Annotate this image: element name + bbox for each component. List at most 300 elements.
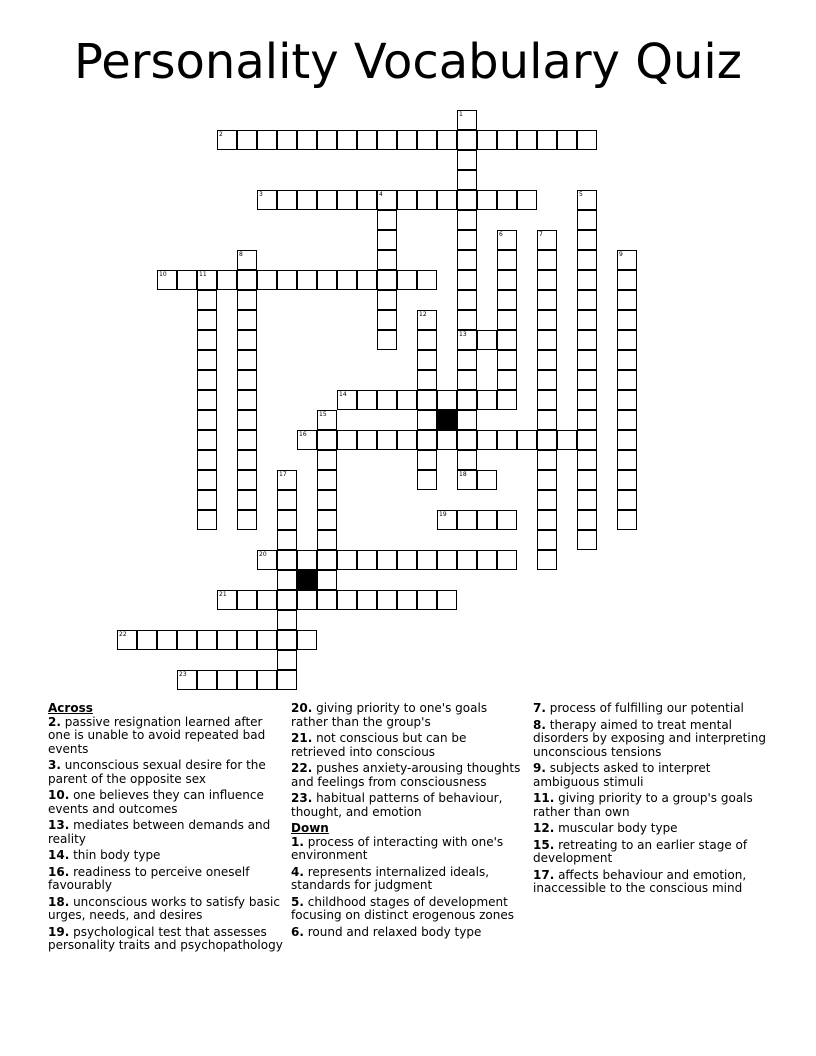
grid-cell[interactable] bbox=[197, 670, 217, 690]
grid-cell[interactable] bbox=[377, 210, 397, 230]
grid-black-cell bbox=[297, 570, 317, 590]
grid-cell[interactable] bbox=[337, 270, 357, 290]
clue-text: therapy aimed to treat mental disorders by exposing and interpreting unconscious tensions bbox=[533, 717, 766, 759]
grid-cell[interactable] bbox=[477, 190, 497, 210]
grid-cell[interactable] bbox=[497, 330, 517, 350]
grid-cell[interactable] bbox=[197, 390, 217, 410]
grid-cell[interactable] bbox=[357, 430, 377, 450]
grid-cell[interactable] bbox=[377, 230, 397, 250]
grid-cell[interactable] bbox=[297, 190, 317, 210]
grid-cell[interactable] bbox=[457, 390, 477, 410]
clue-number-label: 20 bbox=[259, 551, 267, 558]
grid-cell[interactable] bbox=[617, 350, 637, 370]
grid-cell[interactable] bbox=[457, 230, 477, 250]
grid-cell[interactable] bbox=[417, 470, 437, 490]
across-clue bbox=[48, 759, 284, 786]
clue-text: habitual patterns of behaviour, thought, and emotion bbox=[291, 791, 503, 819]
grid-cell[interactable] bbox=[457, 190, 477, 210]
clue-number: 12. bbox=[533, 821, 555, 835]
grid-cell[interactable] bbox=[617, 450, 637, 470]
grid-cell[interactable] bbox=[237, 590, 257, 610]
grid-cell[interactable] bbox=[277, 630, 297, 650]
grid-cell[interactable] bbox=[237, 390, 257, 410]
grid-cell[interactable] bbox=[237, 130, 257, 150]
grid-cell[interactable] bbox=[337, 130, 357, 150]
grid-cell[interactable] bbox=[197, 270, 217, 290]
down-clue bbox=[533, 702, 773, 716]
grid-cell[interactable] bbox=[257, 550, 277, 570]
clue-number-label: 22 bbox=[119, 631, 127, 638]
grid-cell[interactable] bbox=[577, 130, 597, 150]
down-clue bbox=[533, 762, 773, 789]
grid-cell[interactable] bbox=[577, 230, 597, 250]
grid-cell[interactable] bbox=[397, 270, 417, 290]
grid-cell[interactable] bbox=[417, 130, 437, 150]
grid-cell[interactable] bbox=[377, 310, 397, 330]
grid-cell[interactable] bbox=[377, 130, 397, 150]
grid-cell[interactable] bbox=[477, 470, 497, 490]
grid-cell[interactable] bbox=[617, 330, 637, 350]
grid-cell[interactable] bbox=[177, 630, 197, 650]
grid-cell[interactable] bbox=[257, 130, 277, 150]
grid-cell[interactable] bbox=[537, 130, 557, 150]
grid-cell[interactable] bbox=[577, 190, 597, 210]
grid-cell[interactable] bbox=[497, 290, 517, 310]
clue-number: 14. bbox=[48, 848, 70, 862]
grid-cell[interactable] bbox=[577, 330, 597, 350]
grid-cell[interactable] bbox=[237, 290, 257, 310]
grid-cell[interactable] bbox=[577, 410, 597, 430]
grid-cell[interactable] bbox=[577, 310, 597, 330]
clue-text: round and relaxed body type bbox=[303, 924, 482, 939]
grid-cell[interactable] bbox=[117, 630, 137, 650]
grid-cell[interactable] bbox=[277, 550, 297, 570]
grid-cell[interactable] bbox=[457, 410, 477, 430]
grid-cell[interactable] bbox=[497, 230, 517, 250]
grid-cell[interactable] bbox=[157, 630, 177, 650]
grid-cell[interactable] bbox=[317, 470, 337, 490]
grid-cell[interactable] bbox=[617, 290, 637, 310]
down-clue bbox=[533, 822, 773, 836]
grid-cell[interactable] bbox=[297, 590, 317, 610]
grid-cell[interactable] bbox=[257, 190, 277, 210]
grid-cell[interactable] bbox=[477, 430, 497, 450]
grid-cell[interactable] bbox=[317, 130, 337, 150]
grid-cell[interactable] bbox=[457, 110, 477, 130]
grid-cell[interactable] bbox=[537, 530, 557, 550]
grid-cell[interactable] bbox=[437, 190, 457, 210]
grid-cell[interactable] bbox=[237, 470, 257, 490]
grid-cell[interactable] bbox=[237, 250, 257, 270]
grid-cell[interactable] bbox=[537, 270, 557, 290]
grid-cell[interactable] bbox=[537, 510, 557, 530]
clue-text: not conscious but can be retrieved into conscious bbox=[291, 731, 467, 759]
grid-cell[interactable] bbox=[377, 390, 397, 410]
grid-cell[interactable] bbox=[197, 630, 217, 650]
grid-cell[interactable] bbox=[417, 270, 437, 290]
clue-number-label: 21 bbox=[219, 591, 227, 598]
grid-cell[interactable] bbox=[417, 430, 437, 450]
grid-cell[interactable] bbox=[197, 370, 217, 390]
clue-number-label: 10 bbox=[159, 271, 167, 278]
grid-cell[interactable] bbox=[197, 490, 217, 510]
grid-cell[interactable] bbox=[437, 130, 457, 150]
grid-cell[interactable] bbox=[297, 270, 317, 290]
clue-number-label: 12 bbox=[419, 311, 427, 318]
clue-number: 1. bbox=[291, 834, 304, 849]
clue-number-label: 5 bbox=[579, 191, 583, 198]
grid-cell[interactable] bbox=[197, 470, 217, 490]
grid-cell[interactable] bbox=[457, 330, 477, 350]
grid-cell[interactable] bbox=[537, 290, 557, 310]
grid-cell[interactable] bbox=[277, 130, 297, 150]
grid-cell[interactable] bbox=[577, 370, 597, 390]
grid-cell[interactable] bbox=[277, 590, 297, 610]
grid-cell[interactable] bbox=[237, 490, 257, 510]
clue-text: subjects asked to interpret ambiguous stimuli bbox=[533, 761, 711, 789]
grid-cell[interactable] bbox=[237, 350, 257, 370]
across-clue bbox=[48, 789, 284, 816]
grid-cell[interactable] bbox=[577, 450, 597, 470]
grid-cell[interactable] bbox=[457, 270, 477, 290]
grid-cell[interactable] bbox=[437, 590, 457, 610]
across-clue bbox=[291, 732, 523, 759]
down-clue bbox=[291, 836, 523, 863]
clue-column-2 bbox=[291, 702, 523, 942]
clue-number: 11. bbox=[533, 791, 555, 805]
grid-cell[interactable] bbox=[257, 630, 277, 650]
grid-cell[interactable] bbox=[617, 250, 637, 270]
grid-cell[interactable] bbox=[357, 270, 377, 290]
grid-cell[interactable] bbox=[457, 250, 477, 270]
grid-cell[interactable] bbox=[357, 590, 377, 610]
grid-cell[interactable] bbox=[337, 390, 357, 410]
clue-number: 21. bbox=[291, 731, 313, 745]
page-title: Personality Vocabulary Quiz bbox=[74, 34, 742, 90]
grid-cell[interactable] bbox=[577, 250, 597, 270]
grid-cell[interactable] bbox=[257, 670, 277, 690]
grid-cell[interactable] bbox=[537, 350, 557, 370]
grid-cell[interactable] bbox=[537, 310, 557, 330]
grid-cell[interactable] bbox=[397, 430, 417, 450]
grid-cell[interactable] bbox=[537, 470, 557, 490]
grid-cell[interactable] bbox=[457, 510, 477, 530]
grid-cell[interactable] bbox=[177, 270, 197, 290]
grid-cell[interactable] bbox=[277, 470, 297, 490]
grid-cell[interactable] bbox=[157, 270, 177, 290]
grid-cell[interactable] bbox=[477, 510, 497, 530]
grid-cell[interactable] bbox=[497, 190, 517, 210]
clue-number: 10. bbox=[48, 788, 70, 802]
grid-cell[interactable] bbox=[357, 190, 377, 210]
grid-cell[interactable] bbox=[617, 510, 637, 530]
grid-cell[interactable] bbox=[417, 390, 437, 410]
grid-cell[interactable] bbox=[237, 410, 257, 430]
grid-cell[interactable] bbox=[457, 310, 477, 330]
grid-cell[interactable] bbox=[497, 390, 517, 410]
grid-cell[interactable] bbox=[397, 130, 417, 150]
grid-cell[interactable] bbox=[537, 410, 557, 430]
grid-cell[interactable] bbox=[517, 430, 537, 450]
down-header: Down bbox=[291, 821, 329, 835]
grid-cell[interactable] bbox=[397, 190, 417, 210]
grid-cell[interactable] bbox=[357, 390, 377, 410]
clue-number: 18. bbox=[48, 894, 70, 909]
clue-number: 2. bbox=[48, 714, 61, 729]
grid-cell[interactable] bbox=[137, 630, 157, 650]
grid-cell[interactable] bbox=[537, 330, 557, 350]
grid-cell[interactable] bbox=[457, 550, 477, 570]
grid-cell[interactable] bbox=[277, 570, 297, 590]
clue-number: 20. bbox=[291, 701, 313, 715]
grid-cell[interactable] bbox=[537, 390, 557, 410]
grid-cell[interactable] bbox=[537, 250, 557, 270]
across-clue bbox=[48, 849, 284, 863]
grid-cell[interactable] bbox=[377, 430, 397, 450]
grid-cell[interactable] bbox=[177, 670, 197, 690]
grid-cell[interactable] bbox=[617, 310, 637, 330]
grid-cell[interactable] bbox=[377, 550, 397, 570]
grid-cell[interactable] bbox=[537, 490, 557, 510]
grid-cell[interactable] bbox=[577, 510, 597, 530]
grid-cell[interactable] bbox=[497, 270, 517, 290]
grid-cell[interactable] bbox=[377, 330, 397, 350]
grid-cell[interactable] bbox=[617, 370, 637, 390]
grid-cell[interactable] bbox=[297, 130, 317, 150]
clue-text: thin body type bbox=[69, 848, 161, 862]
grid-cell[interactable] bbox=[417, 310, 437, 330]
grid-cell[interactable] bbox=[437, 510, 457, 530]
grid-cell[interactable] bbox=[417, 190, 437, 210]
grid-cell[interactable] bbox=[237, 670, 257, 690]
grid-cell[interactable] bbox=[237, 450, 257, 470]
clue-number: 6. bbox=[291, 924, 304, 939]
grid-cell[interactable] bbox=[477, 550, 497, 570]
grid-cell[interactable] bbox=[577, 290, 597, 310]
grid-black-cell bbox=[437, 410, 457, 430]
grid-cell[interactable] bbox=[257, 590, 277, 610]
grid-cell[interactable] bbox=[237, 270, 257, 290]
grid-cell[interactable] bbox=[497, 510, 517, 530]
grid-cell[interactable] bbox=[277, 610, 297, 630]
clue-column-3 bbox=[533, 702, 773, 899]
grid-cell[interactable] bbox=[197, 410, 217, 430]
grid-cell[interactable] bbox=[437, 430, 457, 450]
down-clue bbox=[291, 866, 523, 893]
grid-cell[interactable] bbox=[337, 590, 357, 610]
grid-cell[interactable] bbox=[197, 430, 217, 450]
grid-cell[interactable] bbox=[617, 490, 637, 510]
grid-cell[interactable] bbox=[317, 570, 337, 590]
down-clue bbox=[533, 792, 773, 819]
grid-cell[interactable] bbox=[497, 250, 517, 270]
grid-cell[interactable] bbox=[297, 630, 317, 650]
grid-cell[interactable] bbox=[457, 130, 477, 150]
grid-cell[interactable] bbox=[497, 310, 517, 330]
grid-cell[interactable] bbox=[437, 550, 457, 570]
clue-number: 4. bbox=[291, 864, 304, 879]
clue-number-label: 1 bbox=[459, 111, 463, 118]
grid-cell[interactable] bbox=[497, 350, 517, 370]
clue-text: unconscious works to satisfy basic urges, needs, and desires bbox=[48, 894, 280, 922]
grid-cell[interactable] bbox=[257, 270, 277, 290]
grid-cell[interactable] bbox=[417, 330, 437, 350]
grid-cell[interactable] bbox=[497, 430, 517, 450]
grid-cell[interactable] bbox=[577, 270, 597, 290]
grid-cell[interactable] bbox=[237, 330, 257, 350]
grid-cell[interactable] bbox=[277, 650, 297, 670]
clue-number-label: 9 bbox=[619, 251, 623, 258]
grid-cell[interactable] bbox=[617, 390, 637, 410]
grid-cell[interactable] bbox=[317, 270, 337, 290]
grid-cell[interactable] bbox=[197, 450, 217, 470]
grid-cell[interactable] bbox=[457, 450, 477, 470]
grid-cell[interactable] bbox=[197, 510, 217, 530]
grid-cell[interactable] bbox=[377, 290, 397, 310]
grid-cell[interactable] bbox=[197, 290, 217, 310]
grid-cell[interactable] bbox=[337, 550, 357, 570]
grid-cell[interactable] bbox=[317, 450, 337, 470]
grid-cell[interactable] bbox=[237, 370, 257, 390]
grid-cell[interactable] bbox=[317, 490, 337, 510]
grid-cell[interactable] bbox=[577, 350, 597, 370]
grid-cell[interactable] bbox=[537, 370, 557, 390]
grid-cell[interactable] bbox=[497, 550, 517, 570]
grid-cell[interactable] bbox=[537, 450, 557, 470]
clue-number-label: 6 bbox=[499, 231, 503, 238]
grid-cell[interactable] bbox=[577, 530, 597, 550]
grid-cell[interactable] bbox=[397, 590, 417, 610]
grid-cell[interactable] bbox=[317, 510, 337, 530]
grid-cell[interactable] bbox=[617, 470, 637, 490]
grid-cell[interactable] bbox=[537, 550, 557, 570]
grid-cell[interactable] bbox=[457, 350, 477, 370]
grid-cell[interactable] bbox=[477, 130, 497, 150]
grid-cell[interactable] bbox=[317, 410, 337, 430]
grid-cell[interactable] bbox=[457, 150, 477, 170]
grid-cell[interactable] bbox=[337, 430, 357, 450]
grid-cell[interactable] bbox=[237, 510, 257, 530]
grid-cell[interactable] bbox=[237, 430, 257, 450]
clue-text: unconscious sexual desire for the parent of the opposite sex bbox=[48, 758, 266, 786]
grid-cell[interactable] bbox=[277, 670, 297, 690]
clue-text: passive resignation learned after one is unable to avoid repeated bad events bbox=[48, 714, 266, 756]
grid-cell[interactable] bbox=[557, 430, 577, 450]
grid-cell[interactable] bbox=[417, 550, 437, 570]
grid-cell[interactable] bbox=[377, 250, 397, 270]
grid-cell[interactable] bbox=[277, 270, 297, 290]
down-clue bbox=[533, 869, 773, 896]
grid-cell[interactable] bbox=[217, 590, 237, 610]
clue-text: one believes they can influence events and outcomes bbox=[48, 788, 264, 816]
grid-cell[interactable] bbox=[517, 190, 537, 210]
grid-cell[interactable] bbox=[317, 530, 337, 550]
across-clue bbox=[48, 866, 284, 893]
grid-cell[interactable] bbox=[617, 430, 637, 450]
grid-cell[interactable] bbox=[557, 130, 577, 150]
grid-cell[interactable] bbox=[537, 230, 557, 250]
grid-cell[interactable] bbox=[217, 630, 237, 650]
clue-text: giving priority to one's goals rather than the group's bbox=[291, 701, 488, 729]
grid-cell[interactable] bbox=[317, 550, 337, 570]
grid-cell[interactable] bbox=[237, 310, 257, 330]
down-clue bbox=[291, 926, 523, 940]
grid-cell[interactable] bbox=[197, 350, 217, 370]
grid-cell[interactable] bbox=[377, 270, 397, 290]
grid-cell[interactable] bbox=[417, 590, 437, 610]
grid-cell[interactable] bbox=[417, 370, 437, 390]
grid-cell[interactable] bbox=[457, 370, 477, 390]
grid-cell[interactable] bbox=[217, 270, 237, 290]
grid-cell[interactable] bbox=[217, 670, 237, 690]
grid-cell[interactable] bbox=[517, 130, 537, 150]
grid-cell[interactable] bbox=[537, 430, 557, 450]
grid-cell[interactable] bbox=[457, 430, 477, 450]
clue-number-label: 4 bbox=[379, 191, 383, 198]
grid-cell[interactable] bbox=[617, 410, 637, 430]
grid-cell[interactable] bbox=[297, 550, 317, 570]
grid-cell[interactable] bbox=[457, 290, 477, 310]
grid-cell[interactable] bbox=[337, 190, 357, 210]
grid-cell[interactable] bbox=[477, 390, 497, 410]
grid-cell[interactable] bbox=[577, 470, 597, 490]
clue-number-label: 11 bbox=[199, 271, 207, 278]
grid-cell[interactable] bbox=[317, 590, 337, 610]
clue-number-label: 7 bbox=[539, 231, 543, 238]
grid-cell[interactable] bbox=[277, 190, 297, 210]
grid-cell[interactable] bbox=[577, 210, 597, 230]
grid-cell[interactable] bbox=[417, 350, 437, 370]
across-header: Across bbox=[48, 701, 93, 715]
grid-cell[interactable] bbox=[577, 490, 597, 510]
clue-text: represents internalized ideals, standards for judgment bbox=[291, 864, 490, 892]
grid-cell[interactable] bbox=[217, 130, 237, 150]
grid-cell[interactable] bbox=[297, 430, 317, 450]
clue-text: pushes anxiety-arousing thoughts and feelings from consciousness bbox=[291, 761, 521, 789]
grid-cell[interactable] bbox=[457, 470, 477, 490]
grid-cell[interactable] bbox=[317, 190, 337, 210]
grid-cell[interactable] bbox=[237, 630, 257, 650]
grid-cell[interactable] bbox=[397, 550, 417, 570]
grid-cell[interactable] bbox=[197, 330, 217, 350]
clue-number-label: 13 bbox=[459, 331, 467, 338]
grid-cell[interactable] bbox=[277, 510, 297, 530]
grid-cell[interactable] bbox=[457, 210, 477, 230]
grid-cell[interactable] bbox=[397, 390, 417, 410]
grid-cell[interactable] bbox=[417, 450, 437, 470]
grid-cell[interactable] bbox=[417, 410, 437, 430]
grid-cell[interactable] bbox=[497, 370, 517, 390]
grid-cell[interactable] bbox=[377, 590, 397, 610]
grid-cell[interactable] bbox=[497, 130, 517, 150]
grid-cell[interactable] bbox=[477, 330, 497, 350]
grid-cell[interactable] bbox=[577, 390, 597, 410]
grid-cell[interactable] bbox=[377, 190, 397, 210]
grid-cell[interactable] bbox=[357, 130, 377, 150]
grid-cell[interactable] bbox=[277, 490, 297, 510]
grid-cell[interactable] bbox=[617, 270, 637, 290]
grid-cell[interactable] bbox=[437, 390, 457, 410]
grid-cell[interactable] bbox=[317, 430, 337, 450]
grid-cell[interactable] bbox=[457, 170, 477, 190]
grid-cell[interactable] bbox=[277, 530, 297, 550]
across-clue bbox=[48, 896, 284, 923]
across-clue bbox=[291, 762, 523, 789]
grid-cell[interactable] bbox=[357, 550, 377, 570]
grid-cell[interactable] bbox=[197, 310, 217, 330]
grid-cell[interactable] bbox=[577, 430, 597, 450]
clue-number: 15. bbox=[533, 837, 555, 852]
